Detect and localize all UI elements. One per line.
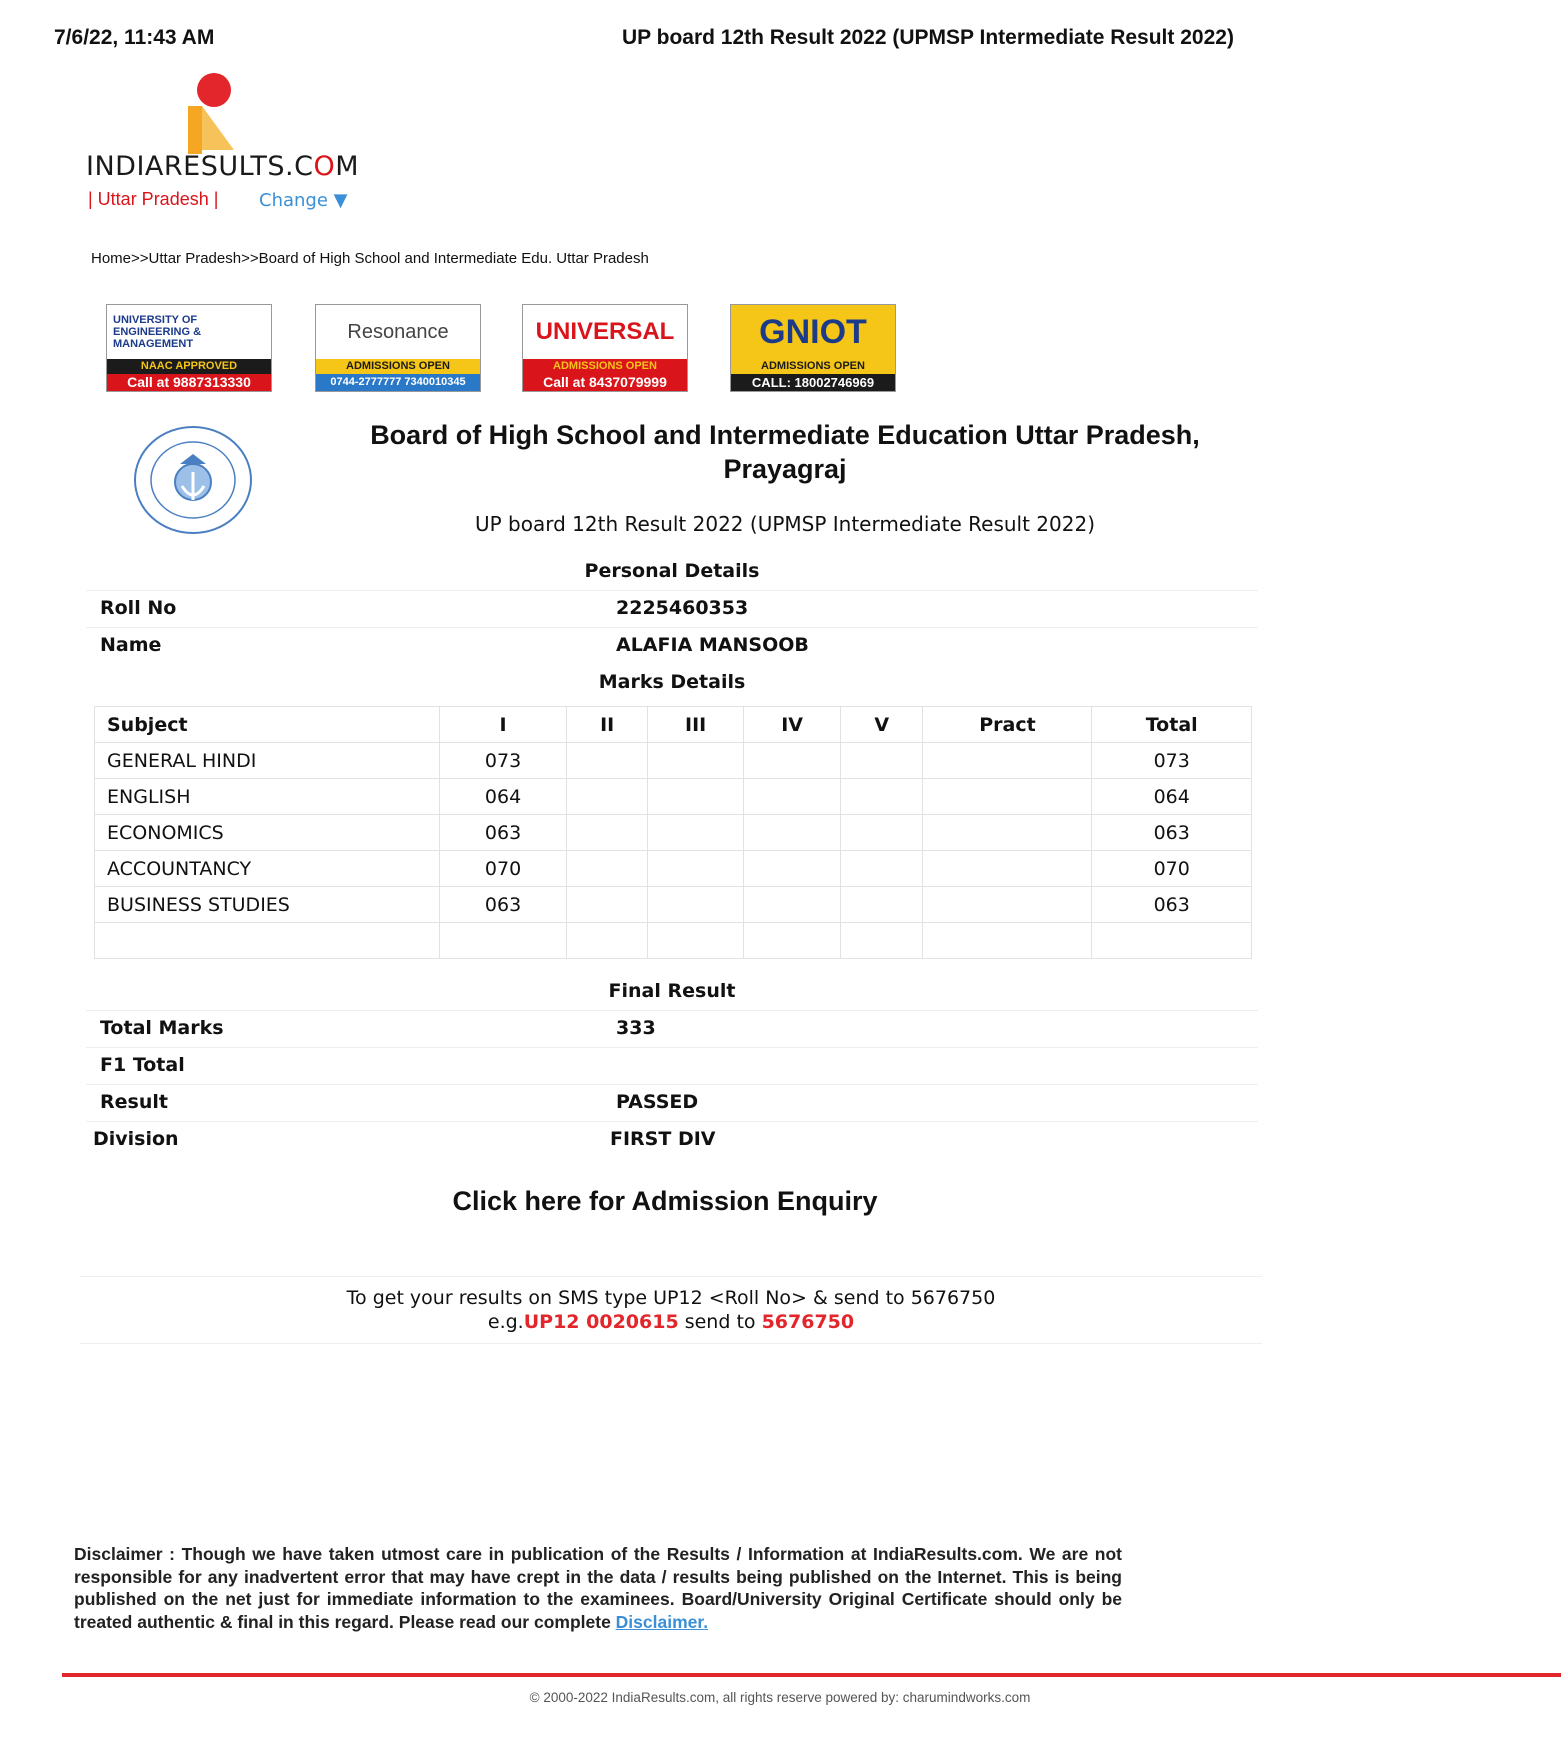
cell-subject: ACCOUNTANCY: [95, 851, 440, 887]
cell-iii: [648, 815, 744, 851]
cell-ii: [567, 779, 648, 815]
cell-ii: [567, 815, 648, 851]
logo-text-suffix: M: [335, 151, 360, 182]
ad-resonance-title: Resonance: [316, 305, 480, 359]
sms-example: [80, 1311, 1262, 1333]
cell-total: 063: [1092, 887, 1252, 923]
cell-v: [841, 743, 923, 779]
cell-i: 064: [440, 779, 567, 815]
ad-gniot-title: GNIOT: [731, 305, 895, 359]
result-title: UP board 12th Result 2022 (UPMSP Intermediate Result 2022): [474, 512, 1096, 536]
cell-total: 070: [1092, 851, 1252, 887]
cell-pract: [923, 779, 1092, 815]
table-row-empty: [95, 923, 1252, 959]
roll-no-value: 2225460353: [616, 597, 749, 619]
name-label: Name: [100, 634, 162, 656]
cell-subject: [95, 923, 440, 959]
ad-uem-phone: Call at 9887313330: [107, 374, 271, 391]
name-value: ALAFIA MANSOOB: [616, 634, 809, 656]
cell-total: 064: [1092, 779, 1252, 815]
cell-subject: BUSINESS STUDIES: [95, 887, 440, 923]
cell-pract: [923, 923, 1092, 959]
result-row: [86, 1084, 1258, 1121]
site-logo-text[interactable]: [86, 151, 359, 182]
cell-v: [841, 779, 923, 815]
cell-iv: [744, 923, 841, 959]
ad-uem-badge: NAAC APPROVED: [107, 359, 271, 374]
admission-enquiry-link[interactable]: Click here for Admission Enquiry: [452, 1186, 878, 1216]
col-iv: IV: [744, 707, 841, 743]
division-row: [86, 1121, 1258, 1158]
result-value: PASSED: [616, 1091, 699, 1113]
disclaimer-text: Disclaimer : Though we have taken utmost care in publication of the Results / Information at IndiaResults.com. We are not responsible for any inadvertent error that may have crept in the data / results being published on the Internet. This is being published on the net just for immediate information to the examinees. Board/University Original Certificate should only be treated authentic & final in this regard. Please read our complete: [74, 1544, 1122, 1632]
table-row: [95, 815, 1252, 851]
f1-total-row: [86, 1047, 1258, 1084]
table-row: [95, 743, 1252, 779]
marks-header-row: [95, 707, 1252, 743]
personal-details-heading: Personal Details: [584, 560, 760, 582]
print-date: 7/6/22, 11:43 AM: [54, 26, 215, 49]
cell-i: [440, 923, 567, 959]
ad-resonance[interactable]: [315, 304, 481, 392]
cell-v: [841, 923, 923, 959]
cell-iii: [648, 743, 744, 779]
f1-total-label: F1 Total: [100, 1054, 185, 1076]
logo-text-prefix: INDIARESULTS.C: [86, 151, 314, 182]
ad-universal-phone: Call at 8437079999: [523, 374, 687, 391]
total-marks-row: [86, 1010, 1258, 1047]
cell-iii: [648, 779, 744, 815]
cell-i: 063: [440, 815, 567, 851]
col-ii: II: [567, 707, 648, 743]
division-value: FIRST DIV: [610, 1128, 716, 1150]
ad-gniot-phone: CALL: 18002746969: [731, 374, 895, 391]
ad-resonance-badge: ADMISSIONS OPEN: [316, 359, 480, 374]
sms-example-code: UP12 0020615: [523, 1311, 679, 1333]
roll-no-row: [86, 590, 1258, 627]
footer-divider: [62, 1673, 1561, 1677]
col-i: I: [440, 707, 567, 743]
ad-gniot[interactable]: [730, 304, 896, 392]
cell-v: [841, 815, 923, 851]
cell-ii: [567, 743, 648, 779]
cell-ii: [567, 923, 648, 959]
ad-uem-title: UNIVERSITY OF ENGINEERING & MANAGEMENT: [107, 305, 271, 359]
sms-send-to: send to: [678, 1311, 762, 1333]
board-name-line2: Prayagraj: [723, 454, 847, 484]
table-row: [95, 887, 1252, 923]
total-marks-value: 333: [616, 1017, 656, 1039]
table-row: [95, 851, 1252, 887]
col-total: Total: [1092, 707, 1252, 743]
cell-iv: [744, 743, 841, 779]
copyright-footer: © 2000-2022 IndiaResults.com, all rights reserve powered by: charumindworks.com: [529, 1690, 1031, 1705]
cell-iv: [744, 851, 841, 887]
cell-subject: GENERAL HINDI: [95, 743, 440, 779]
total-marks-label: Total Marks: [100, 1017, 224, 1039]
indiaresults-logo-icon[interactable]: [184, 72, 244, 154]
breadcrumb[interactable]: Home>>Uttar Pradesh>>Board of High School and Intermediate Edu. Uttar Pradesh: [91, 250, 649, 267]
sms-instruction: To get your results on SMS type UP12 <Roll No> & send to 5676750: [346, 1287, 996, 1309]
table-row: [95, 779, 1252, 815]
ad-gniot-badge: ADMISSIONS OPEN: [731, 359, 895, 374]
col-v: V: [841, 707, 923, 743]
col-iii: III: [648, 707, 744, 743]
board-name-line1: Board of High School and Intermediate Education Uttar Pradesh,: [370, 420, 1200, 450]
cell-v: [841, 887, 923, 923]
cell-i: 063: [440, 887, 567, 923]
disclaimer: [74, 1543, 1122, 1633]
cell-total: 063: [1092, 815, 1252, 851]
cell-pract: [923, 887, 1092, 923]
board-name: [340, 418, 1230, 486]
cell-subject: ENGLISH: [95, 779, 440, 815]
cell-i: 073: [440, 743, 567, 779]
cell-iii: [648, 887, 744, 923]
ad-uem[interactable]: [106, 304, 272, 392]
cell-total: 073: [1092, 743, 1252, 779]
cell-pract: [923, 743, 1092, 779]
roll-no-label: Roll No: [100, 597, 177, 619]
ad-universal-badge: ADMISSIONS OPEN: [523, 359, 687, 374]
sms-number: 5676750: [761, 1311, 855, 1333]
cell-ii: [567, 887, 648, 923]
cell-ii: [567, 851, 648, 887]
name-row: [86, 627, 1258, 664]
col-subject: Subject: [95, 707, 440, 743]
board-seal-icon: [132, 424, 254, 536]
cell-iv: [744, 887, 841, 923]
sms-info-box: [80, 1276, 1262, 1344]
marks-table: [94, 706, 1252, 959]
cell-v: [841, 851, 923, 887]
print-page-title: UP board 12th Result 2022 (UPMSP Intermediate Result 2022): [622, 26, 1234, 49]
sms-eg-label: e.g.: [487, 1311, 524, 1333]
result-label: Result: [100, 1091, 168, 1113]
disclaimer-link[interactable]: Disclaimer.: [615, 1611, 709, 1632]
ad-universal[interactable]: [522, 304, 688, 392]
ad-universal-title: UNIVERSAL: [523, 305, 687, 359]
cell-total: [1092, 923, 1252, 959]
state-label: | Uttar Pradesh |: [88, 189, 219, 209]
change-state-link[interactable]: Change ▼: [259, 190, 348, 211]
cell-iv: [744, 779, 841, 815]
cell-iii: [648, 851, 744, 887]
division-label: Division: [93, 1128, 179, 1150]
cell-subject: ECONOMICS: [95, 815, 440, 851]
cell-iii: [648, 923, 744, 959]
col-pract: Pract: [923, 707, 1092, 743]
cell-pract: [923, 815, 1092, 851]
final-result-heading: Final Result: [608, 980, 736, 1002]
cell-iv: [744, 815, 841, 851]
marks-details-heading: Marks Details: [598, 671, 746, 693]
cell-i: 070: [440, 851, 567, 887]
cell-pract: [923, 851, 1092, 887]
ad-resonance-phone: 0744-2777777 7340010345: [316, 374, 480, 391]
logo-text-o: O: [313, 151, 336, 182]
